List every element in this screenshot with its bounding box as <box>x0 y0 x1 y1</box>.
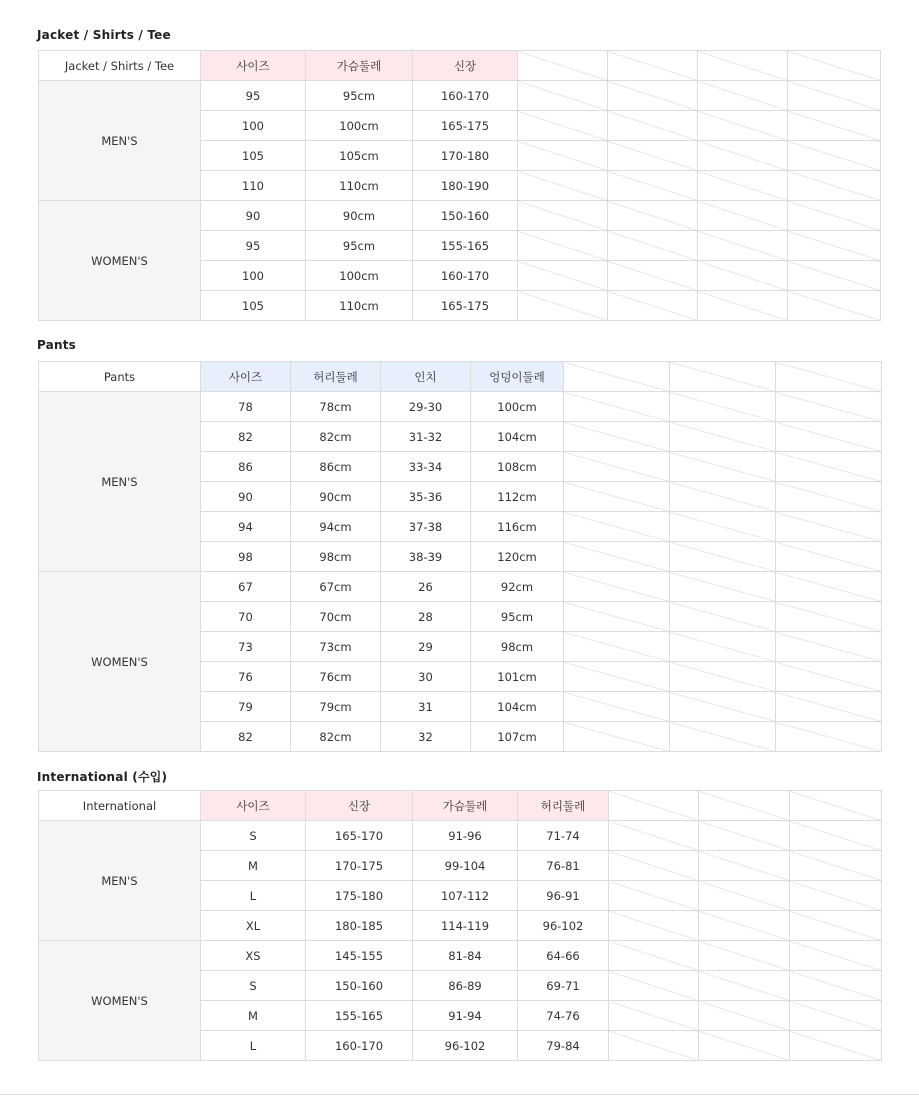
empty-cell <box>564 542 670 572</box>
table-cell: 170-175 <box>306 851 413 881</box>
table-cell: 96-102 <box>413 1031 518 1061</box>
table-cell: 28 <box>381 602 471 632</box>
empty-cell <box>790 1001 882 1031</box>
group-label: WOMEN'S <box>39 941 201 1061</box>
table-cell: 29-30 <box>381 392 471 422</box>
table-cell: 105cm <box>306 141 413 171</box>
table-row <box>39 941 882 971</box>
empty-cell <box>564 722 670 752</box>
table-cell: M <box>201 1001 306 1031</box>
table-cell: 82 <box>201 422 291 452</box>
table-cell: 78cm <box>291 392 381 422</box>
empty-cell <box>518 111 608 141</box>
empty-cell <box>608 141 698 171</box>
table-cell: 165-170 <box>306 821 413 851</box>
empty-cell <box>518 141 608 171</box>
table-cell: 110cm <box>306 171 413 201</box>
table-cell: 98cm <box>471 632 564 662</box>
empty-cell <box>788 261 881 291</box>
empty-cell <box>776 662 882 692</box>
corner-label: Pants <box>39 362 201 392</box>
column-header: 가슴둘레 <box>306 51 413 81</box>
table-cell: 32 <box>381 722 471 752</box>
empty-cell <box>790 851 882 881</box>
table-cell: L <box>201 881 306 911</box>
table-cell: 165-175 <box>413 291 518 321</box>
table-cell: 79-84 <box>518 1031 609 1061</box>
table-cell: 67cm <box>291 572 381 602</box>
empty-cell <box>788 171 881 201</box>
table-cell: 107cm <box>471 722 564 752</box>
table-cell: 95cm <box>471 602 564 632</box>
empty-cell <box>518 201 608 231</box>
empty-cell <box>776 392 882 422</box>
table-cell: 155-165 <box>306 1001 413 1031</box>
empty-cell <box>608 291 698 321</box>
bottom-divider <box>0 1094 919 1095</box>
empty-cell <box>608 111 698 141</box>
column-header: 신장 <box>306 791 413 821</box>
empty-cell <box>776 542 882 572</box>
empty-cell <box>788 231 881 261</box>
table-cell: 76 <box>201 662 291 692</box>
table-cell: 86-89 <box>413 971 518 1001</box>
empty-cell <box>670 362 776 392</box>
table-cell: 73 <box>201 632 291 662</box>
table-cell: 175-180 <box>306 881 413 911</box>
table-cell: 35-36 <box>381 482 471 512</box>
table-cell: 30 <box>381 662 471 692</box>
table-cell: 95 <box>201 231 306 261</box>
table-cell: 95cm <box>306 81 413 111</box>
table-cell: 145-155 <box>306 941 413 971</box>
empty-cell <box>670 392 776 422</box>
empty-cell <box>699 911 790 941</box>
table-row <box>39 821 882 851</box>
empty-cell <box>788 201 881 231</box>
table-cell: 90cm <box>291 482 381 512</box>
table-row <box>39 201 881 231</box>
table-cell: 78 <box>201 392 291 422</box>
table-cell: 29 <box>381 632 471 662</box>
group-label: WOMEN'S <box>39 572 201 752</box>
table-cell: L <box>201 1031 306 1061</box>
table-cell: 86 <box>201 452 291 482</box>
empty-cell <box>564 662 670 692</box>
empty-cell <box>608 81 698 111</box>
table-row <box>39 572 882 602</box>
table-cell: 114-119 <box>413 911 518 941</box>
table-cell: 100 <box>201 111 306 141</box>
table-cell: 96-102 <box>518 911 609 941</box>
empty-cell <box>776 482 882 512</box>
empty-cell <box>776 362 882 392</box>
table-cell: 98 <box>201 542 291 572</box>
empty-cell <box>609 851 699 881</box>
group-label: WOMEN'S <box>39 201 201 321</box>
table-cell: 96-91 <box>518 881 609 911</box>
empty-cell <box>609 881 699 911</box>
empty-cell <box>790 791 882 821</box>
empty-cell <box>790 821 882 851</box>
table-cell: 107-112 <box>413 881 518 911</box>
empty-cell <box>609 791 699 821</box>
table-cell: 82cm <box>291 722 381 752</box>
table-cell: 86cm <box>291 452 381 482</box>
section-title-jacket: Jacket / Shirts / Tee <box>37 28 171 42</box>
empty-cell <box>608 261 698 291</box>
empty-cell <box>776 422 882 452</box>
empty-cell <box>670 692 776 722</box>
empty-cell <box>776 572 882 602</box>
header-row <box>39 51 881 81</box>
table-cell: 120cm <box>471 542 564 572</box>
empty-cell <box>670 632 776 662</box>
table-cell: 79cm <box>291 692 381 722</box>
empty-cell <box>564 482 670 512</box>
table-cell: 98cm <box>291 542 381 572</box>
empty-cell <box>670 452 776 482</box>
table-cell: 38-39 <box>381 542 471 572</box>
table-cell: 37-38 <box>381 512 471 542</box>
table-cell: 33-34 <box>381 452 471 482</box>
corner-label: International <box>39 791 201 821</box>
table-cell: 82cm <box>291 422 381 452</box>
table-cell: 101cm <box>471 662 564 692</box>
empty-cell <box>609 1001 699 1031</box>
table-cell: 73cm <box>291 632 381 662</box>
column-header: 사이즈 <box>201 362 291 392</box>
table-cell: 81-84 <box>413 941 518 971</box>
table-cell: 74-76 <box>518 1001 609 1031</box>
table-cell: 105 <box>201 291 306 321</box>
empty-cell <box>518 51 608 81</box>
table-cell: 90 <box>201 201 306 231</box>
empty-cell <box>699 821 790 851</box>
table-cell: 112cm <box>471 482 564 512</box>
empty-cell <box>698 171 788 201</box>
empty-cell <box>698 201 788 231</box>
table-cell: 70 <box>201 602 291 632</box>
group-label: MEN'S <box>39 81 201 201</box>
table-cell: 95 <box>201 81 306 111</box>
table-cell: 70cm <box>291 602 381 632</box>
empty-cell <box>698 111 788 141</box>
empty-cell <box>698 51 788 81</box>
table-cell: 150-160 <box>413 201 518 231</box>
table-cell: 31-32 <box>381 422 471 452</box>
table-cell: 90 <box>201 482 291 512</box>
column-header: 사이즈 <box>201 51 306 81</box>
empty-cell <box>698 231 788 261</box>
column-header: 사이즈 <box>201 791 306 821</box>
section-title-pants: Pants <box>37 338 76 352</box>
table-cell: XL <box>201 911 306 941</box>
section-title-international: International (수입) <box>37 770 168 784</box>
empty-cell <box>564 512 670 542</box>
empty-cell <box>608 171 698 201</box>
empty-cell <box>699 1001 790 1031</box>
table-cell: 31 <box>381 692 471 722</box>
table-cell: M <box>201 851 306 881</box>
empty-cell <box>518 81 608 111</box>
empty-cell <box>699 941 790 971</box>
table-cell: 95cm <box>306 231 413 261</box>
column-header: 허리둘레 <box>291 362 381 392</box>
empty-cell <box>788 111 881 141</box>
table-cell: 100 <box>201 261 306 291</box>
empty-cell <box>776 692 882 722</box>
empty-cell <box>518 231 608 261</box>
size-table-jacket <box>38 50 881 321</box>
table-cell: 64-66 <box>518 941 609 971</box>
table-cell: XS <box>201 941 306 971</box>
table-cell: 104cm <box>471 692 564 722</box>
table-cell: 155-165 <box>413 231 518 261</box>
empty-cell <box>776 632 882 662</box>
group-label: MEN'S <box>39 392 201 572</box>
empty-cell <box>518 171 608 201</box>
empty-cell <box>698 291 788 321</box>
empty-cell <box>790 1031 882 1061</box>
empty-cell <box>609 821 699 851</box>
table-cell: 160-170 <box>306 1031 413 1061</box>
empty-cell <box>609 941 699 971</box>
empty-cell <box>670 662 776 692</box>
empty-cell <box>608 51 698 81</box>
table-cell: 99-104 <box>413 851 518 881</box>
empty-cell <box>608 201 698 231</box>
empty-cell <box>518 291 608 321</box>
table-cell: S <box>201 821 306 851</box>
table-cell: 160-170 <box>413 261 518 291</box>
table-cell: 110cm <box>306 291 413 321</box>
table-cell: 150-160 <box>306 971 413 1001</box>
table-cell: 92cm <box>471 572 564 602</box>
empty-cell <box>670 572 776 602</box>
table-cell: 180-185 <box>306 911 413 941</box>
table-cell: S <box>201 971 306 1001</box>
empty-cell <box>790 971 882 1001</box>
table-cell: 26 <box>381 572 471 602</box>
empty-cell <box>608 231 698 261</box>
table-cell: 76-81 <box>518 851 609 881</box>
table-cell: 71-74 <box>518 821 609 851</box>
empty-cell <box>776 452 882 482</box>
column-header: 신장 <box>413 51 518 81</box>
empty-cell <box>609 1031 699 1061</box>
empty-cell <box>518 261 608 291</box>
empty-cell <box>698 141 788 171</box>
table-cell: 108cm <box>471 452 564 482</box>
size-table-pants <box>38 361 882 752</box>
empty-cell <box>670 512 776 542</box>
empty-cell <box>670 722 776 752</box>
empty-cell <box>564 692 670 722</box>
column-header: 인치 <box>381 362 471 392</box>
empty-cell <box>776 512 882 542</box>
table-cell: 91-96 <box>413 821 518 851</box>
empty-cell <box>564 362 670 392</box>
size-table-international <box>38 790 882 1061</box>
table-cell: 91-94 <box>413 1001 518 1031</box>
empty-cell <box>790 941 882 971</box>
table-cell: 94cm <box>291 512 381 542</box>
empty-cell <box>790 881 882 911</box>
empty-cell <box>788 81 881 111</box>
table-row <box>39 81 881 111</box>
empty-cell <box>564 452 670 482</box>
header-row <box>39 791 882 821</box>
empty-cell <box>776 722 882 752</box>
table-cell: 76cm <box>291 662 381 692</box>
corner-label: Jacket / Shirts / Tee <box>39 51 201 81</box>
table-cell: 116cm <box>471 512 564 542</box>
table-cell: 100cm <box>306 111 413 141</box>
header-row <box>39 362 882 392</box>
table-cell: 100cm <box>306 261 413 291</box>
group-label: MEN'S <box>39 821 201 941</box>
empty-cell <box>564 602 670 632</box>
table-cell: 69-71 <box>518 971 609 1001</box>
empty-cell <box>776 602 882 632</box>
table-cell: 94 <box>201 512 291 542</box>
table-cell: 79 <box>201 692 291 722</box>
empty-cell <box>788 291 881 321</box>
empty-cell <box>670 602 776 632</box>
table-cell: 105 <box>201 141 306 171</box>
empty-cell <box>699 971 790 1001</box>
column-header: 엉덩이둘레 <box>471 362 564 392</box>
table-cell: 170-180 <box>413 141 518 171</box>
empty-cell <box>609 971 699 1001</box>
empty-cell <box>788 51 881 81</box>
table-cell: 90cm <box>306 201 413 231</box>
empty-cell <box>699 791 790 821</box>
empty-cell <box>788 141 881 171</box>
table-cell: 104cm <box>471 422 564 452</box>
table-cell: 180-190 <box>413 171 518 201</box>
empty-cell <box>698 261 788 291</box>
table-cell: 165-175 <box>413 111 518 141</box>
table-cell: 160-170 <box>413 81 518 111</box>
table-row <box>39 392 882 422</box>
empty-cell <box>564 632 670 662</box>
empty-cell <box>564 572 670 602</box>
table-cell: 67 <box>201 572 291 602</box>
empty-cell <box>670 482 776 512</box>
table-cell: 100cm <box>471 392 564 422</box>
empty-cell <box>609 911 699 941</box>
empty-cell <box>564 392 670 422</box>
table-cell: 110 <box>201 171 306 201</box>
empty-cell <box>699 1031 790 1061</box>
empty-cell <box>670 422 776 452</box>
empty-cell <box>790 911 882 941</box>
empty-cell <box>698 81 788 111</box>
table-cell: 82 <box>201 722 291 752</box>
column-header: 가슴둘레 <box>413 791 518 821</box>
empty-cell <box>564 422 670 452</box>
empty-cell <box>670 542 776 572</box>
empty-cell <box>699 881 790 911</box>
column-header: 허리둘레 <box>518 791 609 821</box>
empty-cell <box>699 851 790 881</box>
